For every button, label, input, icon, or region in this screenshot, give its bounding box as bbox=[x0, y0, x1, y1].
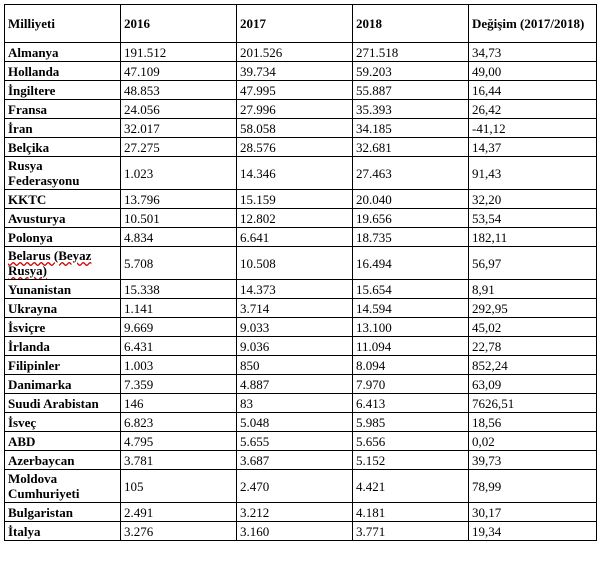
nationality-cell: Rusya Federasyonu bbox=[5, 157, 121, 190]
value-2016-cell: 24.056 bbox=[121, 100, 237, 119]
value-2016-cell: 5.708 bbox=[121, 247, 237, 280]
value-2018-cell: 16.494 bbox=[353, 247, 469, 280]
value-2018-cell: 13.100 bbox=[353, 318, 469, 337]
value-2016-cell: 4.795 bbox=[121, 432, 237, 451]
value-2017-cell: 9.036 bbox=[237, 337, 353, 356]
value-2017-cell: 201.526 bbox=[237, 43, 353, 62]
nationality-cell: Hollanda bbox=[5, 62, 121, 81]
change-cell: 18,56 bbox=[469, 413, 597, 432]
value-2018-cell: 15.654 bbox=[353, 280, 469, 299]
nationality-cell: Fransa bbox=[5, 100, 121, 119]
nationality-cell: Suudi Arabistan bbox=[5, 394, 121, 413]
value-2016-cell: 10.501 bbox=[121, 209, 237, 228]
table-row bbox=[5, 138, 597, 157]
change-cell: 19,34 bbox=[469, 522, 597, 541]
table-row bbox=[5, 318, 597, 337]
table-row bbox=[5, 356, 597, 375]
nationality-cell: İran bbox=[5, 119, 121, 138]
value-2018-cell: 6.413 bbox=[353, 394, 469, 413]
value-2016-cell: 32.017 bbox=[121, 119, 237, 138]
value-2018-cell: 59.203 bbox=[353, 62, 469, 81]
header-row bbox=[5, 5, 597, 43]
value-2016-cell: 27.275 bbox=[121, 138, 237, 157]
value-2017-cell: 14.373 bbox=[237, 280, 353, 299]
value-2017-cell: 4.887 bbox=[237, 375, 353, 394]
value-2018-cell: 3.771 bbox=[353, 522, 469, 541]
table-row bbox=[5, 81, 597, 100]
value-2017-cell: 47.995 bbox=[237, 81, 353, 100]
table-row bbox=[5, 522, 597, 541]
nationality-cell: İrlanda bbox=[5, 337, 121, 356]
header-2016: 2016 bbox=[121, 5, 237, 43]
nationality-cell: ABD bbox=[5, 432, 121, 451]
value-2016-cell: 48.853 bbox=[121, 81, 237, 100]
table-row bbox=[5, 299, 597, 318]
nationality-cell: İtalya bbox=[5, 522, 121, 541]
nationality-cell: KKTC bbox=[5, 190, 121, 209]
value-2018-cell: 4.421 bbox=[353, 470, 469, 503]
table-row bbox=[5, 503, 597, 522]
value-2018-cell: 5.985 bbox=[353, 413, 469, 432]
change-cell: -41,12 bbox=[469, 119, 597, 138]
table-row bbox=[5, 432, 597, 451]
change-cell: 32,20 bbox=[469, 190, 597, 209]
change-cell: 34,73 bbox=[469, 43, 597, 62]
value-2018-cell: 19.656 bbox=[353, 209, 469, 228]
value-2016-cell: 3.781 bbox=[121, 451, 237, 470]
table-row bbox=[5, 413, 597, 432]
nationality-cell: Ukrayna bbox=[5, 299, 121, 318]
change-cell: 0,02 bbox=[469, 432, 597, 451]
value-2017-cell: 3.714 bbox=[237, 299, 353, 318]
change-cell: 26,42 bbox=[469, 100, 597, 119]
value-2017-cell: 5.048 bbox=[237, 413, 353, 432]
change-cell: 7626,51 bbox=[469, 394, 597, 413]
value-2016-cell: 13.796 bbox=[121, 190, 237, 209]
value-2017-cell: 3.160 bbox=[237, 522, 353, 541]
change-cell: 292,95 bbox=[469, 299, 597, 318]
value-2017-cell: 83 bbox=[237, 394, 353, 413]
statistics-table bbox=[4, 4, 597, 541]
value-2016-cell: 6.431 bbox=[121, 337, 237, 356]
table-row bbox=[5, 228, 597, 247]
table-row bbox=[5, 100, 597, 119]
value-2016-cell: 9.669 bbox=[121, 318, 237, 337]
value-2018-cell: 11.094 bbox=[353, 337, 469, 356]
table-row bbox=[5, 375, 597, 394]
table-row bbox=[5, 43, 597, 62]
value-2017-cell: 12.802 bbox=[237, 209, 353, 228]
header-2018: 2018 bbox=[353, 5, 469, 43]
value-2018-cell: 34.185 bbox=[353, 119, 469, 138]
nationality-cell: İngiltere bbox=[5, 81, 121, 100]
value-2018-cell: 55.887 bbox=[353, 81, 469, 100]
change-cell: 30,17 bbox=[469, 503, 597, 522]
change-cell: 8,91 bbox=[469, 280, 597, 299]
value-2016-cell: 47.109 bbox=[121, 62, 237, 81]
change-cell: 63,09 bbox=[469, 375, 597, 394]
value-2018-cell: 14.594 bbox=[353, 299, 469, 318]
value-2016-cell: 7.359 bbox=[121, 375, 237, 394]
value-2018-cell: 271.518 bbox=[353, 43, 469, 62]
table-row bbox=[5, 190, 597, 209]
value-2016-cell: 4.834 bbox=[121, 228, 237, 247]
value-2018-cell: 8.094 bbox=[353, 356, 469, 375]
table-row bbox=[5, 157, 597, 190]
value-2016-cell: 2.491 bbox=[121, 503, 237, 522]
change-cell: 16,44 bbox=[469, 81, 597, 100]
value-2017-cell: 3.212 bbox=[237, 503, 353, 522]
table-row bbox=[5, 247, 597, 280]
nationality-cell: Almanya bbox=[5, 43, 121, 62]
value-2018-cell: 20.040 bbox=[353, 190, 469, 209]
nationality-cell: İsveç bbox=[5, 413, 121, 432]
value-2018-cell: 5.656 bbox=[353, 432, 469, 451]
change-cell: 45,02 bbox=[469, 318, 597, 337]
value-2018-cell: 5.152 bbox=[353, 451, 469, 470]
change-cell: 56,97 bbox=[469, 247, 597, 280]
table-row bbox=[5, 209, 597, 228]
value-2018-cell: 7.970 bbox=[353, 375, 469, 394]
value-2016-cell: 1.023 bbox=[121, 157, 237, 190]
value-2016-cell: 1.141 bbox=[121, 299, 237, 318]
header-2017: 2017 bbox=[237, 5, 353, 43]
value-2017-cell: 27.996 bbox=[237, 100, 353, 119]
nationality-cell: Danimarka bbox=[5, 375, 121, 394]
value-2017-cell: 15.159 bbox=[237, 190, 353, 209]
value-2017-cell: 58.058 bbox=[237, 119, 353, 138]
value-2016-cell: 6.823 bbox=[121, 413, 237, 432]
value-2017-cell: 10.508 bbox=[237, 247, 353, 280]
nationality-cell: Belçika bbox=[5, 138, 121, 157]
value-2016-cell: 191.512 bbox=[121, 43, 237, 62]
value-2018-cell: 18.735 bbox=[353, 228, 469, 247]
change-cell: 78,99 bbox=[469, 470, 597, 503]
value-2016-cell: 3.276 bbox=[121, 522, 237, 541]
value-2017-cell: 850 bbox=[237, 356, 353, 375]
change-cell: 49,00 bbox=[469, 62, 597, 81]
change-cell: 39,73 bbox=[469, 451, 597, 470]
table-body bbox=[5, 43, 597, 541]
change-cell: 53,54 bbox=[469, 209, 597, 228]
value-2017-cell: 6.641 bbox=[237, 228, 353, 247]
value-2016-cell: 146 bbox=[121, 394, 237, 413]
value-2018-cell: 4.181 bbox=[353, 503, 469, 522]
header-nationality: Milliyeti bbox=[5, 5, 121, 43]
change-cell: 22,78 bbox=[469, 337, 597, 356]
nationality-cell: Filipinler bbox=[5, 356, 121, 375]
change-cell: 852,24 bbox=[469, 356, 597, 375]
change-cell: 182,11 bbox=[469, 228, 597, 247]
change-cell: 14,37 bbox=[469, 138, 597, 157]
value-2017-cell: 28.576 bbox=[237, 138, 353, 157]
table-row bbox=[5, 470, 597, 503]
value-2017-cell: 3.687 bbox=[237, 451, 353, 470]
table-row bbox=[5, 280, 597, 299]
nationality-cell: Moldova Cumhuriyeti bbox=[5, 470, 121, 503]
nationality-cell: Belarus (Beyaz Rusya) bbox=[5, 247, 121, 280]
nationality-cell: İsviçre bbox=[5, 318, 121, 337]
header-change: Değişim (2017/2018) bbox=[469, 5, 597, 43]
value-2017-cell: 5.655 bbox=[237, 432, 353, 451]
value-2016-cell: 105 bbox=[121, 470, 237, 503]
nationality-cell: Polonya bbox=[5, 228, 121, 247]
table-row bbox=[5, 451, 597, 470]
value-2018-cell: 32.681 bbox=[353, 138, 469, 157]
nationality-cell: Bulgaristan bbox=[5, 503, 121, 522]
table-row bbox=[5, 337, 597, 356]
value-2018-cell: 27.463 bbox=[353, 157, 469, 190]
value-2016-cell: 1.003 bbox=[121, 356, 237, 375]
value-2017-cell: 9.033 bbox=[237, 318, 353, 337]
value-2018-cell: 35.393 bbox=[353, 100, 469, 119]
value-2017-cell: 39.734 bbox=[237, 62, 353, 81]
change-cell: 91,43 bbox=[469, 157, 597, 190]
value-2017-cell: 2.470 bbox=[237, 470, 353, 503]
nationality-cell: Avusturya bbox=[5, 209, 121, 228]
nationality-cell: Yunanistan bbox=[5, 280, 121, 299]
table-row bbox=[5, 119, 597, 138]
table-row bbox=[5, 62, 597, 81]
table-row bbox=[5, 394, 597, 413]
nationality-cell: Azerbaycan bbox=[5, 451, 121, 470]
value-2017-cell: 14.346 bbox=[237, 157, 353, 190]
value-2016-cell: 15.338 bbox=[121, 280, 237, 299]
